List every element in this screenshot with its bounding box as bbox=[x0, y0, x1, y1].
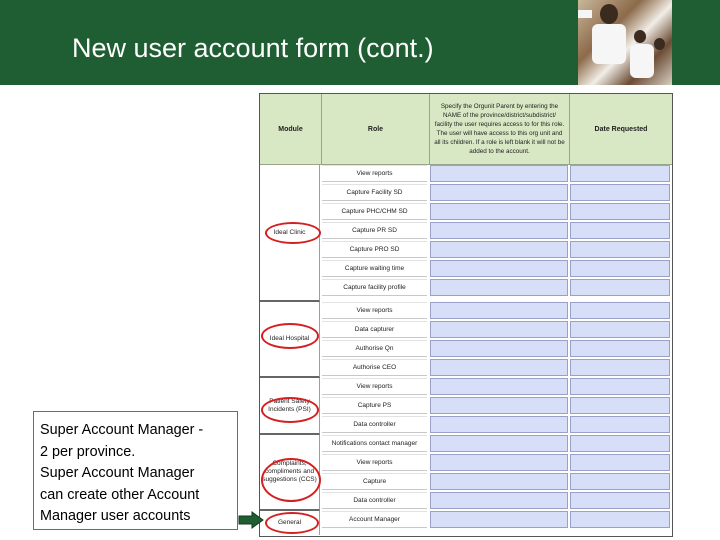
orgunit-input[interactable] bbox=[430, 378, 568, 395]
role-cell: Capture waiting time bbox=[322, 260, 427, 277]
photo-child-body bbox=[630, 44, 654, 78]
role-cell: Data capturer bbox=[322, 321, 427, 338]
orgunit-input[interactable] bbox=[430, 165, 568, 182]
date-requested-input[interactable] bbox=[570, 184, 670, 201]
date-requested-input[interactable] bbox=[570, 359, 670, 376]
orgunit-input[interactable] bbox=[430, 492, 568, 509]
date-requested-input[interactable] bbox=[570, 165, 670, 182]
orgunit-input[interactable] bbox=[430, 279, 568, 296]
orgunit-input[interactable] bbox=[430, 454, 568, 471]
note-line: Manager user accounts bbox=[40, 508, 191, 524]
column-header-orgunit bbox=[430, 94, 570, 165]
photo-person-head bbox=[600, 4, 618, 24]
orgunit-input[interactable] bbox=[430, 340, 568, 357]
orgunit-input[interactable] bbox=[430, 222, 568, 239]
role-cell: Authorise Qn bbox=[322, 340, 427, 357]
orgunit-input[interactable] bbox=[430, 260, 568, 277]
orgunit-input[interactable] bbox=[430, 359, 568, 376]
date-requested-input[interactable] bbox=[570, 260, 670, 277]
date-requested-input[interactable] bbox=[570, 435, 670, 452]
column-header-role: Role bbox=[322, 94, 430, 165]
right-arrow-icon bbox=[238, 511, 264, 529]
photo-child2-head bbox=[654, 38, 665, 50]
role-cell: Data controller bbox=[322, 492, 427, 509]
role-cell: View reports bbox=[322, 302, 427, 319]
orgunit-input[interactable] bbox=[430, 397, 568, 414]
slide-header bbox=[0, 0, 720, 85]
date-requested-input[interactable] bbox=[570, 378, 670, 395]
orgunit-input[interactable] bbox=[430, 416, 568, 433]
date-requested-input[interactable] bbox=[570, 340, 670, 357]
role-cell: Authorise CEO bbox=[322, 359, 427, 376]
orgunit-instruction: Specify the Orgunit Parent by entering the NAME of the province/district/subdistrict/ facility the user requires access to for this role. The user will have access to this org unit and all its children. If a role is left blank it will not be added to the account. bbox=[434, 103, 565, 155]
role-cell: Capture PHC/CHM SD bbox=[322, 203, 427, 220]
role-cell: Capture PS bbox=[322, 397, 427, 414]
role-cell: View reports bbox=[322, 165, 427, 182]
user-account-form-table bbox=[259, 93, 673, 537]
role-cell: Capture PR SD bbox=[322, 222, 427, 239]
orgunit-input[interactable] bbox=[430, 302, 568, 319]
module-ideal-clinic: Ideal Clinic bbox=[260, 165, 320, 302]
role-cell: View reports bbox=[322, 378, 427, 395]
role-cell: Capture Facility SD bbox=[322, 184, 427, 201]
date-requested-input[interactable] bbox=[570, 492, 670, 509]
slide-title: New user account form (cont.) bbox=[72, 33, 434, 63]
orgunit-input[interactable] bbox=[430, 241, 568, 258]
header-photo bbox=[578, 0, 672, 85]
orgunit-input[interactable] bbox=[430, 435, 568, 452]
role-cell: Capture PRO SD bbox=[322, 241, 427, 258]
circle-complaints bbox=[261, 458, 321, 502]
orgunit-input[interactable] bbox=[430, 321, 568, 338]
circle-general bbox=[265, 512, 319, 534]
role-cell: Capture facility profile bbox=[322, 279, 427, 296]
column-header-module: Module bbox=[260, 94, 322, 165]
orgunit-input[interactable] bbox=[430, 511, 568, 528]
role-cell: View reports bbox=[322, 454, 427, 471]
date-requested-input[interactable] bbox=[570, 241, 670, 258]
photo-child-head bbox=[634, 30, 646, 43]
role-cell: Account Manager bbox=[322, 511, 427, 528]
photo-sign bbox=[578, 10, 592, 18]
orgunit-input[interactable] bbox=[430, 203, 568, 220]
super-account-manager-note bbox=[33, 411, 238, 530]
date-requested-input[interactable] bbox=[570, 203, 670, 220]
date-requested-input[interactable] bbox=[570, 397, 670, 414]
column-header-date: Date Requested bbox=[570, 94, 672, 165]
date-requested-input[interactable] bbox=[570, 454, 670, 471]
orgunit-input[interactable] bbox=[430, 184, 568, 201]
circle-ideal-hospital bbox=[261, 323, 319, 349]
role-cell: Data controller bbox=[322, 416, 427, 433]
module-patient-safety: Patient Safety Incidents (PSI) bbox=[260, 378, 320, 435]
role-cell: Capture bbox=[322, 473, 427, 490]
circle-ideal-clinic bbox=[265, 222, 321, 244]
date-requested-input[interactable] bbox=[570, 511, 670, 528]
date-requested-input[interactable] bbox=[570, 416, 670, 433]
date-requested-input[interactable] bbox=[570, 473, 670, 490]
note-line: Super Account Manager - bbox=[40, 422, 204, 438]
date-requested-input[interactable] bbox=[570, 279, 670, 296]
orgunit-input[interactable] bbox=[430, 473, 568, 490]
date-requested-input[interactable] bbox=[570, 222, 670, 239]
date-requested-input[interactable] bbox=[570, 321, 670, 338]
date-requested-input[interactable] bbox=[570, 302, 670, 319]
note-line: 2 per province. bbox=[40, 443, 136, 460]
note-line: can create other Account bbox=[40, 486, 200, 503]
photo-person-body bbox=[592, 24, 626, 64]
role-cell: Notifications contact manager bbox=[322, 435, 427, 452]
circle-patient-safety bbox=[261, 397, 319, 423]
module-ideal-hospital: Ideal Hospital bbox=[260, 302, 320, 378]
note-line: Super Account Manager bbox=[40, 465, 195, 481]
module-complaints: Complaints, compliments and suggestions (CCS) bbox=[260, 435, 320, 511]
module-general: General bbox=[260, 511, 320, 535]
